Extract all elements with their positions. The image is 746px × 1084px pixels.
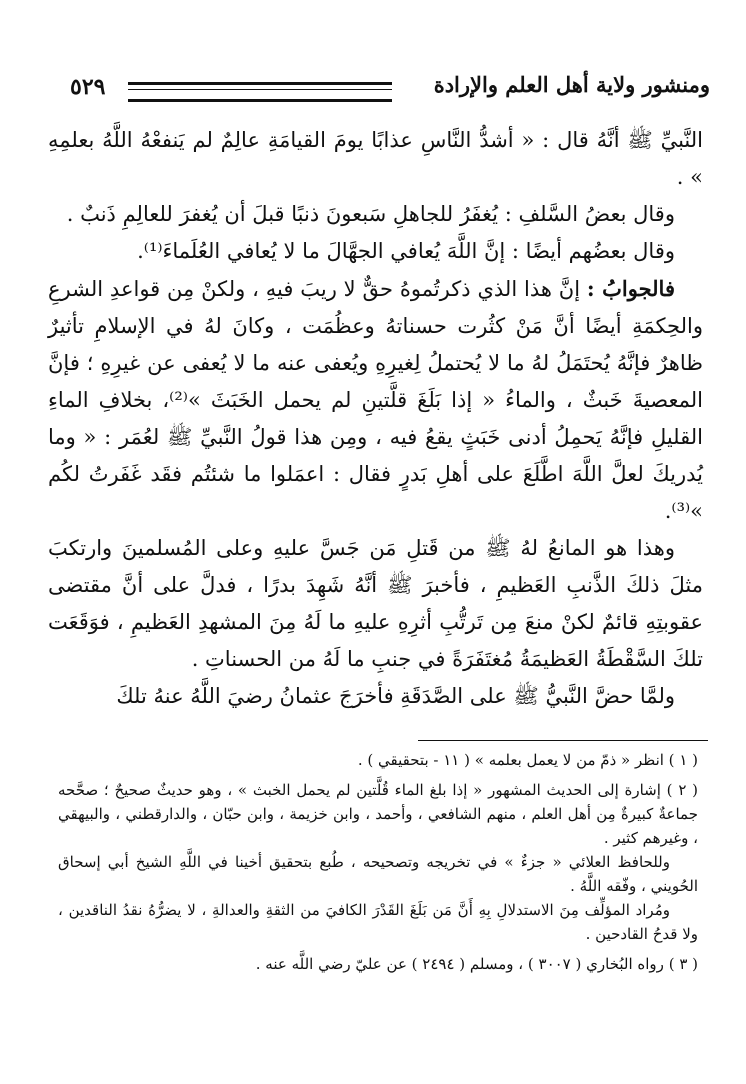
footnote-3: ( ٣ ) رواه البُخاري ( ٣٠٠٧ ) ، ومسلم ( ٢٤٩٤ ) عن عليّ رضي اللَّه عنه .	[255, 955, 698, 973]
page-header	[60, 72, 710, 112]
paragraph-3: وقال بعضُهم أيضًا : إنَّ اللَّهَ يُعافي الجهَّالَ ما لا يُعافي العُلَماءَ⁽¹⁾.	[137, 239, 675, 263]
header-rule	[128, 82, 392, 102]
main-text	[48, 122, 703, 715]
paragraph-4	[48, 270, 703, 530]
answer-lead: فالجوابُ :	[586, 276, 675, 301]
page-number: ٥٢٩	[70, 74, 106, 100]
footnote-2: ( ٢ ) إشارة إلى الحديث المشهور « إذا بلغ الماء قُلَّتين لم يحمل الخبث » ، وهو حديثٌ صحيحٌ ؛ صحَّحه جماعةٌ كبيرةٌ مِن أهل العلم ، منهم الشافعي ، وأحمد ، وابن خزيمة ، وابن حبّان ، والدارقطني ، والبيهقي ، وغيرهم كثير .	[58, 781, 698, 847]
footnote-separator	[418, 740, 708, 741]
footnote-2-continuation: وللحافظ العلائي « جزءٌ » في تخريجه وتصحيحه ، طُبع بتحقيق أخينا في اللَّهِ الشيخ أبي إسحاق الحُويني ، وفّقه اللَّهُ .	[58, 853, 698, 895]
footnote-2-remark: ومُراد المؤلِّف مِنَ الاستدلالِ بِهِ أَنَّ مَن بَلَغَ القَدْرَ الكافيَ من الثقةِ والعدالةِ ، لا يضرُّهُ نقدُ الناقدين ، ولا قدحُ القادحين .	[58, 901, 698, 943]
paragraph-5: وهذا هو المانعُ لهُ ﷺ من قَتلِ مَن جَسَّ عليهِ وعلى المُسلمينَ وارتكبَ مثلَ ذلكَ الذَّنبِ العَظيمِ ، فأخبرَ ﷺ أنَّهُ شَهِدَ بدرًا ، فدلَّ على أنَّ مقتضى عقوبتِهِ قائمٌ لكنْ منعَ مِن تَرتُّبِ أثرِهِ عليهِ ما لَهُ مِنَ المشهدِ العَظيمِ ، فوَقَعَت تلكَ السَّقْطَةُ العَظيمَةُ مُغتَفَرَةً في جنبِ ما لَهُ من الحسناتِ .	[48, 536, 703, 671]
footnote-1: ( ١ ) انظر « ذمّ من لا يعمل بعلمه » ( ١١ - بتحقيقي ) .	[357, 751, 698, 769]
answer-text: إنَّ هذا الذي ذكرتُموهُ حقٌّ لا ريبَ فيهِ ، ولكنْ مِن قواعدِ الشرعِ والحِكمَةِ أيضًا أنَّ مَنْ كثُرت حسناتهُ وعظُمَت ، وكانَ لهُ في الإسلامِ تأثيرٌ ظاهرٌ فإنَّهُ يُحتَمَلُ لهُ ما لا يُحتملُ لِغيرِهِ ويُعفى عنه ما لا يُعفى عن غيرِهِ ؛ فإنَّ المعصيةَ خَبثٌ ، والماءُ « إذا بَلَغَ قلَّتينِ لم يحمل الخَبَثَ »⁽²⁾، بخلافِ الماءِ القليلِ فإنَّهُ يَحمِلُ أدنى خَبَثٍ يقعُ فيه ، ومِن هذا قولُ النَّبيِّ ﷺ لعُمَر : « وما يُدريكَ لعلَّ اللَّهَ اطَّلَعَ على أهلِ بَدرٍ فقال : اعمَلوا ما شئتُم فقَد غَفَرتُ لكُم »⁽³⁾.	[48, 277, 704, 523]
footnotes	[58, 748, 698, 982]
paragraph-2: وقال بعضُ السَّلفِ : يُغفَرُ للجاهلِ سَبعونَ ذنبًا قبلَ أن يُغفرَ للعالِمِ ذَنبٌ .	[66, 202, 675, 226]
paragraph-6: ولمَّا حضَّ النَّبيُّ ﷺ على الصَّدَقَةِ فأخرَجَ عثمانُ رضيَ اللَّهُ عنهُ تلكَ	[116, 684, 675, 708]
running-title: ومنشور ولاية أهل العلم والإرادة	[433, 72, 710, 97]
paragraph-1: النَّبيِّ ﷺ أنَّهُ قال : « أشدُّ النَّاسِ عذابًا يومَ القيامَةِ عالِمٌ لم يَنفعْهُ اللَّهُ بعلمِهِ » .	[48, 128, 703, 189]
